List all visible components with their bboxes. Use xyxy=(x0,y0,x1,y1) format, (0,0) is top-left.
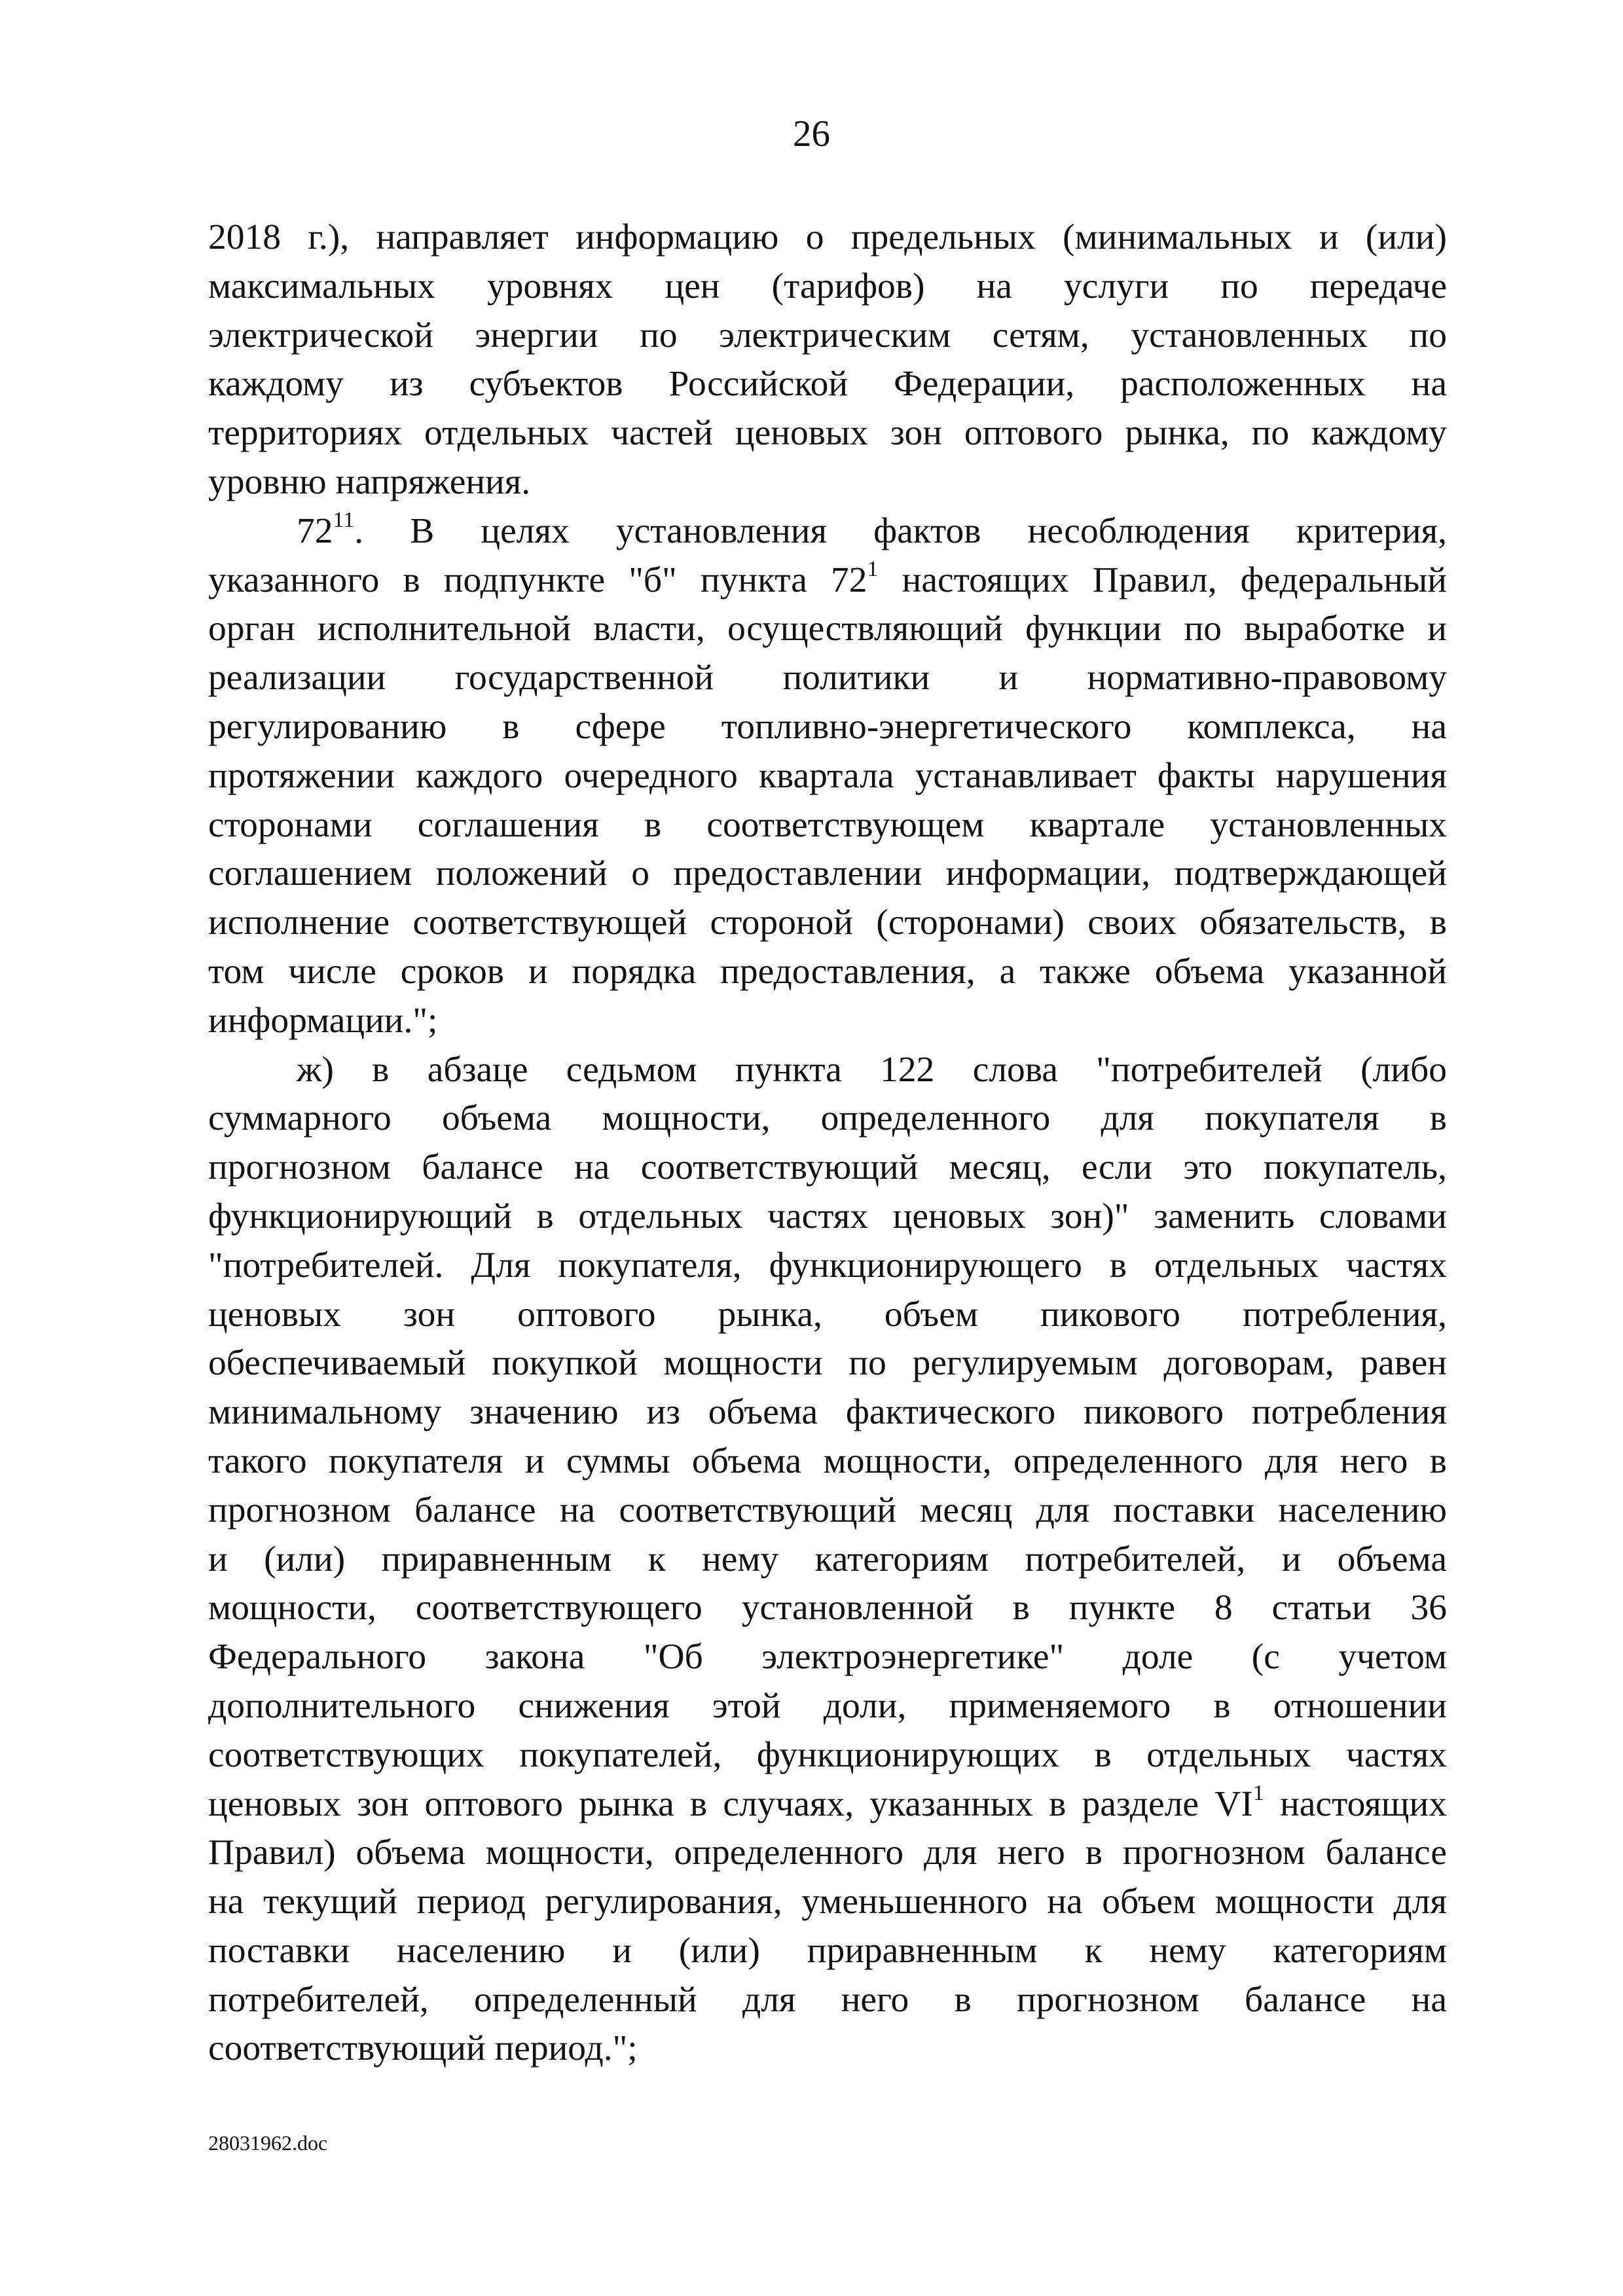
paragraph-1-line: максимальных уровнях цен (тарифов) на услуги по передаче xyxy=(208,266,1447,306)
paragraph-1-line: территориях отдельных частей ценовых зон оптового рынка, по каждому xyxy=(208,413,1447,454)
paragraph-2-line: регулированию в сфере топливно-энергетического комплекса, на xyxy=(208,706,1447,747)
paragraph-3-line: мощности, соответствующего установленной в пункте 8 статьи 36 xyxy=(208,1588,1447,1628)
paragraph-3-line: функционирующий в отдельных частях ценовых зон)" заменить словами xyxy=(208,1196,1447,1236)
paragraph-3-line: поставки населению и (или) приравненным к нему категориям xyxy=(208,1930,1447,1971)
page-number: 26 xyxy=(793,113,830,154)
clause-number: 72 xyxy=(297,511,333,551)
paragraph-2-line-text: указанного в подпункте "б" пункта 72 xyxy=(208,560,867,600)
paragraph-3-line: ценовых зон оптового рынка, объем пикового потребления, xyxy=(208,1294,1447,1335)
paragraph-3-line: прогнозном балансе на соответствующий месяц, если это покупатель, xyxy=(208,1147,1447,1188)
paragraph-3-line: и (или) приравненным к нему категориям потребителей, и объема xyxy=(208,1539,1447,1579)
paragraph-2-line-text: . В целях установления фактов несоблюдения критерия, xyxy=(354,511,1447,551)
section-reference-superscript: 1 xyxy=(1252,1780,1264,1805)
paragraph-2-line: соглашением положений о предоставлении информации, подтверждающей xyxy=(208,853,1447,894)
paragraph-3-line: потребителей, определенный для него в прогнозном балансе на xyxy=(208,1979,1447,2020)
paragraph-1-line: уровню напряжения. xyxy=(208,461,531,502)
clause-reference-superscript: 1 xyxy=(867,556,879,581)
paragraph-2-line: том числе сроков и порядка предоставления, а также объема указанной xyxy=(208,951,1447,992)
paragraph-3-line: минимальному значению из объема фактического пикового потребления xyxy=(208,1392,1447,1433)
paragraph-2-line: исполнение соответствующей стороной (сторонами) своих обязательств, в xyxy=(208,903,1447,943)
paragraph-3-line: обеспечиваемый покупкой мощности по регулируемым договорам, равен xyxy=(208,1343,1447,1384)
paragraph-3-line: соответствующий период."; xyxy=(208,2028,638,2069)
paragraph-2-line: протяжении каждого очередного квартала устанавливает факты нарушения xyxy=(208,755,1447,796)
paragraph-2-line: реализации государственной политики и нормативно-правовому xyxy=(208,658,1447,698)
paragraph-2-line: сторонами соглашения в соответствующем квартале установленных xyxy=(208,804,1447,845)
footer-filename: 28031962.doc xyxy=(208,2131,328,2155)
clause-number-superscript: 11 xyxy=(333,507,355,532)
paragraph-1-line: каждому из субъектов Российской Федерации, расположенных на xyxy=(208,364,1447,404)
paragraph-3-line: дополнительного снижения этой доли, применяемого в отношении xyxy=(208,1685,1447,1726)
paragraph-3-line: суммарного объема мощности, определенного для покупателя в xyxy=(208,1098,1447,1139)
paragraph-2-line: информации."; xyxy=(208,1000,438,1041)
paragraph-1-line: 2018 г.), направляет информацию о предельных (минимальных и (или) xyxy=(208,217,1447,257)
paragraph-3-line: прогнозном балансе на соответствующий месяц для поставки населению xyxy=(208,1490,1447,1530)
paragraph-2-line: орган исполнительной власти, осуществляющий функции по выработке и xyxy=(208,609,1447,649)
paragraph-2-first-line xyxy=(208,507,1447,556)
paragraph-3-line: "потребителей. Для покупателя, функционирующего в отдельных частях xyxy=(208,1245,1447,1285)
paragraph-3-line: соответствующих покупателей, функционирующих в отдельных частях xyxy=(208,1734,1447,1775)
paragraph-3-line: Федерального закона "Об электроэнергетике" доле (с учетом xyxy=(208,1637,1447,1677)
paragraph-3-line: Правил) объема мощности, определенного для него в прогнозном балансе xyxy=(208,1833,1447,1873)
paragraph-2-line xyxy=(208,556,1447,605)
paragraph-3-line-text: настоящих xyxy=(1264,1784,1447,1824)
paragraph-3-line: такого покупателя и суммы объема мощности, определенного для него в xyxy=(208,1441,1447,1481)
paragraph-3-line: на текущий период регулирования, уменьшенного на объем мощности для xyxy=(208,1882,1447,1922)
paragraph-3-line-text: ценовых зон оптового рынка в случаях, указанных в разделе VI xyxy=(208,1784,1253,1824)
paragraph-2-line-text: настоящих Правил, федеральный xyxy=(878,560,1447,600)
document-body xyxy=(208,213,1447,2073)
paragraph-3-line xyxy=(208,1780,1447,1829)
paragraph-1-line: электрической энергии по электрическим сетям, установленных по xyxy=(208,315,1447,355)
paragraph-3-line: ж) в абзаце седьмом пункта 122 слова "потребителей (либо xyxy=(297,1049,1447,1090)
